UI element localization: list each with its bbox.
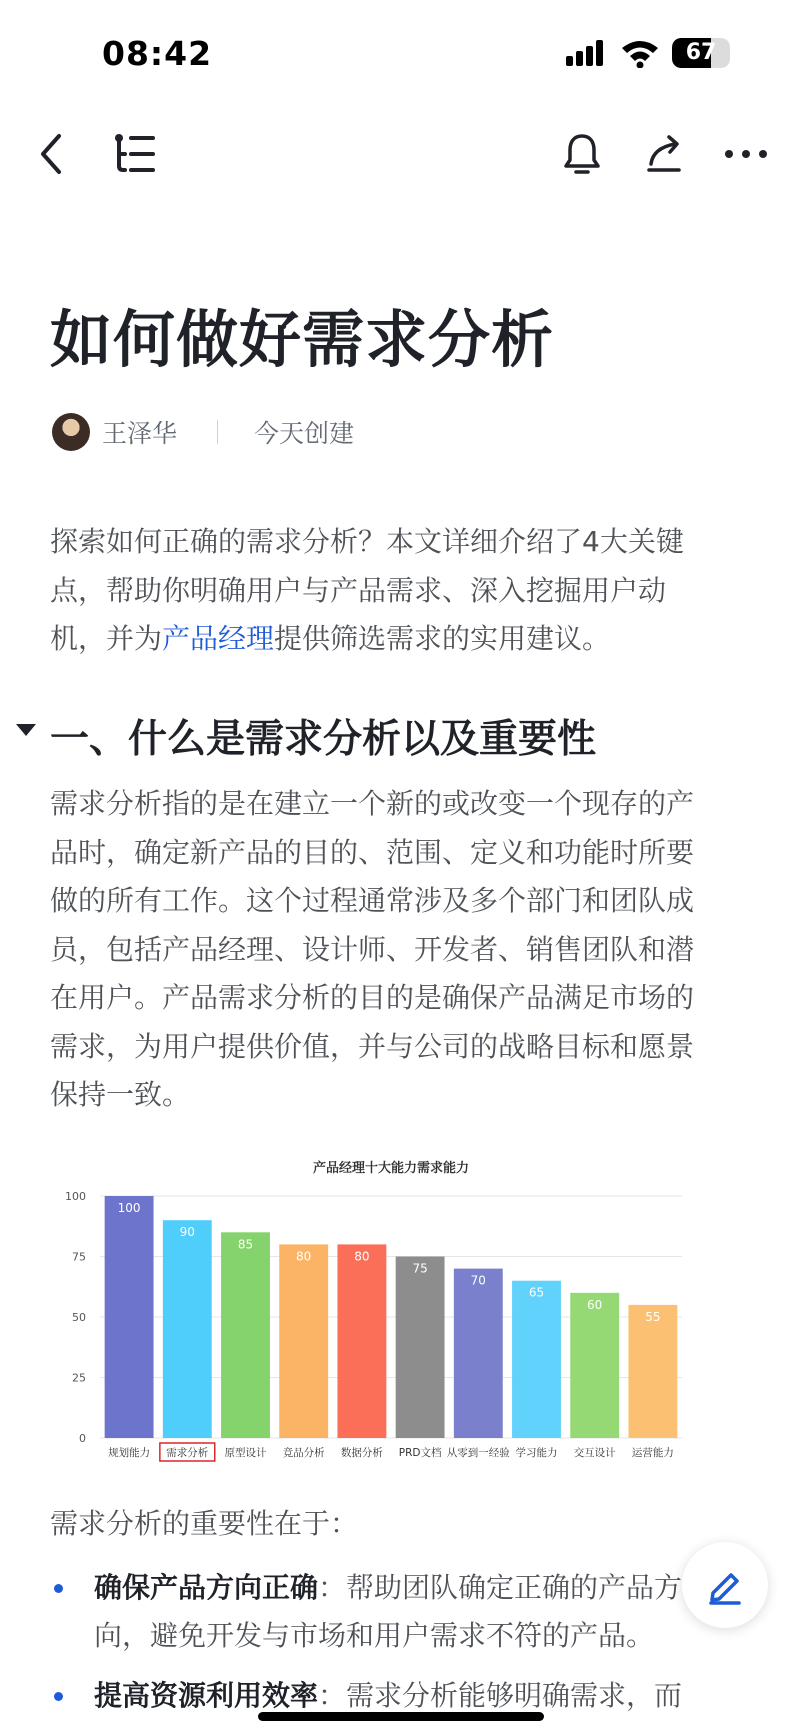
outline-button[interactable] [104, 124, 164, 184]
bar-value-label: 75 [412, 1261, 428, 1276]
intro-line: 探索如何正确的需求分析？本文详细介绍了4大关键 [50, 525, 684, 558]
doc-title: 如何做好需求分析 [50, 303, 555, 376]
status-bar [0, 0, 800, 110]
y-tick-label: 100 [65, 1190, 86, 1203]
product-manager-link[interactable]: 产品经理 [162, 622, 275, 655]
doc-nav-bar [0, 110, 800, 200]
x-tick-label: PRD文档 [398, 1447, 442, 1459]
x-tick-label: 数据分析 [340, 1447, 383, 1459]
section-line: 在用户。产品需求分析的目的是确保产品满足市场的 [50, 981, 695, 1014]
bullet-dot [54, 1692, 63, 1701]
bar-value-label: 65 [528, 1285, 545, 1300]
chart-bar [279, 1244, 328, 1438]
more-icon [724, 149, 768, 159]
bar-chart-image[interactable] [50, 1148, 690, 1468]
y-tick-label: 25 [72, 1371, 86, 1385]
bullet-text-line2: 向，避免开发与市场和用户需求不符的产品。 [94, 1619, 655, 1652]
x-tick-label: 规划能力 [108, 1447, 151, 1459]
chart-bar [454, 1269, 503, 1438]
section-line: 需求分析指的是在建立一个新的或改变一个现存的产 [50, 787, 695, 820]
bullet-body: ：帮助团队确定正确的产品方 [318, 1571, 683, 1604]
chart-bar [221, 1232, 270, 1438]
collapse-caret-icon[interactable] [16, 724, 36, 736]
y-tick-label: 50 [72, 1311, 86, 1324]
importance-intro: 需求分析的重要性在于： [50, 1507, 359, 1540]
bullet-dot [54, 1584, 63, 1593]
bullet-bold: 确保产品方向正确 [94, 1571, 319, 1604]
intro-line [50, 615, 750, 664]
x-tick-label: 学习能力 [515, 1447, 558, 1459]
created-time: 今天创建 [254, 419, 355, 448]
section-line: 需求，为用户提供价值，并与公司的战略目标和愿景 [50, 1029, 695, 1063]
section-line: 保持一致。 [50, 1078, 191, 1111]
intro-text: 机，并为 [50, 622, 163, 655]
edit-pencil-icon [705, 1565, 745, 1605]
author-avatar[interactable] [52, 413, 90, 451]
chart-bar [163, 1220, 212, 1438]
outline-icon [111, 132, 157, 176]
chart-bar [512, 1281, 561, 1438]
edit-button[interactable] [682, 1542, 768, 1628]
home-indicator [258, 1712, 544, 1721]
y-tick-label: 0 [79, 1432, 86, 1445]
intro-text: 提供筛选需求的实用建议。 [274, 622, 611, 655]
chart-bar [337, 1244, 386, 1438]
bullet-item [50, 1564, 740, 1660]
share-button[interactable] [634, 124, 694, 184]
bar-value-label: 80 [354, 1249, 370, 1264]
battery-indicator [672, 38, 730, 68]
author-name[interactable]: 王泽华 [102, 419, 178, 448]
doc-meta [52, 412, 354, 452]
section-line: 品时，确定新产品的目的、范围、定义和功能时所要 [50, 835, 695, 869]
bar-value-label: 100 [117, 1201, 141, 1215]
bullet-text [94, 1564, 740, 1612]
bar-value-label: 55 [645, 1309, 661, 1324]
intro-paragraph [50, 518, 750, 664]
chart-bar [570, 1293, 619, 1438]
section-heading: 一、什么是需求分析以及重要性 [50, 717, 597, 762]
chart-bar [105, 1196, 154, 1438]
bar-value-label: 90 [179, 1225, 195, 1240]
x-tick-label: 原型设计 [224, 1447, 267, 1459]
chart-bar [628, 1305, 677, 1438]
status-time: 08:42 [102, 34, 213, 73]
meta-divider [217, 420, 218, 444]
section-line: 做的所有工作。这个过程通常涉及多个部门和团队成 [50, 884, 695, 917]
signal-icon [566, 40, 610, 66]
section-line: 员，包括产品经理、设计师、开发者、销售团队和潜 [50, 932, 695, 966]
chart-title: 产品经理十大能力需求能力 [312, 1161, 470, 1176]
x-tick-label: 从零到一经验 [446, 1447, 510, 1459]
chart-bar [396, 1257, 445, 1439]
bell-icon [562, 132, 602, 176]
share-icon [643, 132, 685, 176]
y-tick-label: 75 [72, 1250, 86, 1264]
bar-value-label: 70 [470, 1273, 486, 1288]
section-paragraph [50, 780, 750, 1120]
more-button[interactable] [716, 124, 776, 184]
wifi-icon [620, 38, 660, 68]
x-tick-label: 运营能力 [631, 1447, 674, 1459]
x-tick-label: 需求分析 [166, 1447, 209, 1459]
x-tick-label: 竞品分析 [282, 1447, 325, 1459]
bar-value-label: 85 [237, 1237, 254, 1252]
x-tick-label: 交互设计 [573, 1447, 616, 1459]
battery-level: 67 [685, 40, 717, 65]
intro-line: 点，帮助你明确用户与产品需求、深入挖掘用户动 [50, 573, 667, 607]
bar-value-label: 80 [296, 1249, 312, 1264]
notification-button[interactable] [552, 124, 612, 184]
back-button[interactable] [22, 124, 82, 184]
bullet-body: ：需求分析能够明确需求，而 [318, 1679, 683, 1712]
bullet-bold: 提高资源利用效率 [94, 1679, 319, 1712]
bar-value-label: 60 [587, 1297, 603, 1312]
chevron-left-icon [37, 132, 67, 176]
